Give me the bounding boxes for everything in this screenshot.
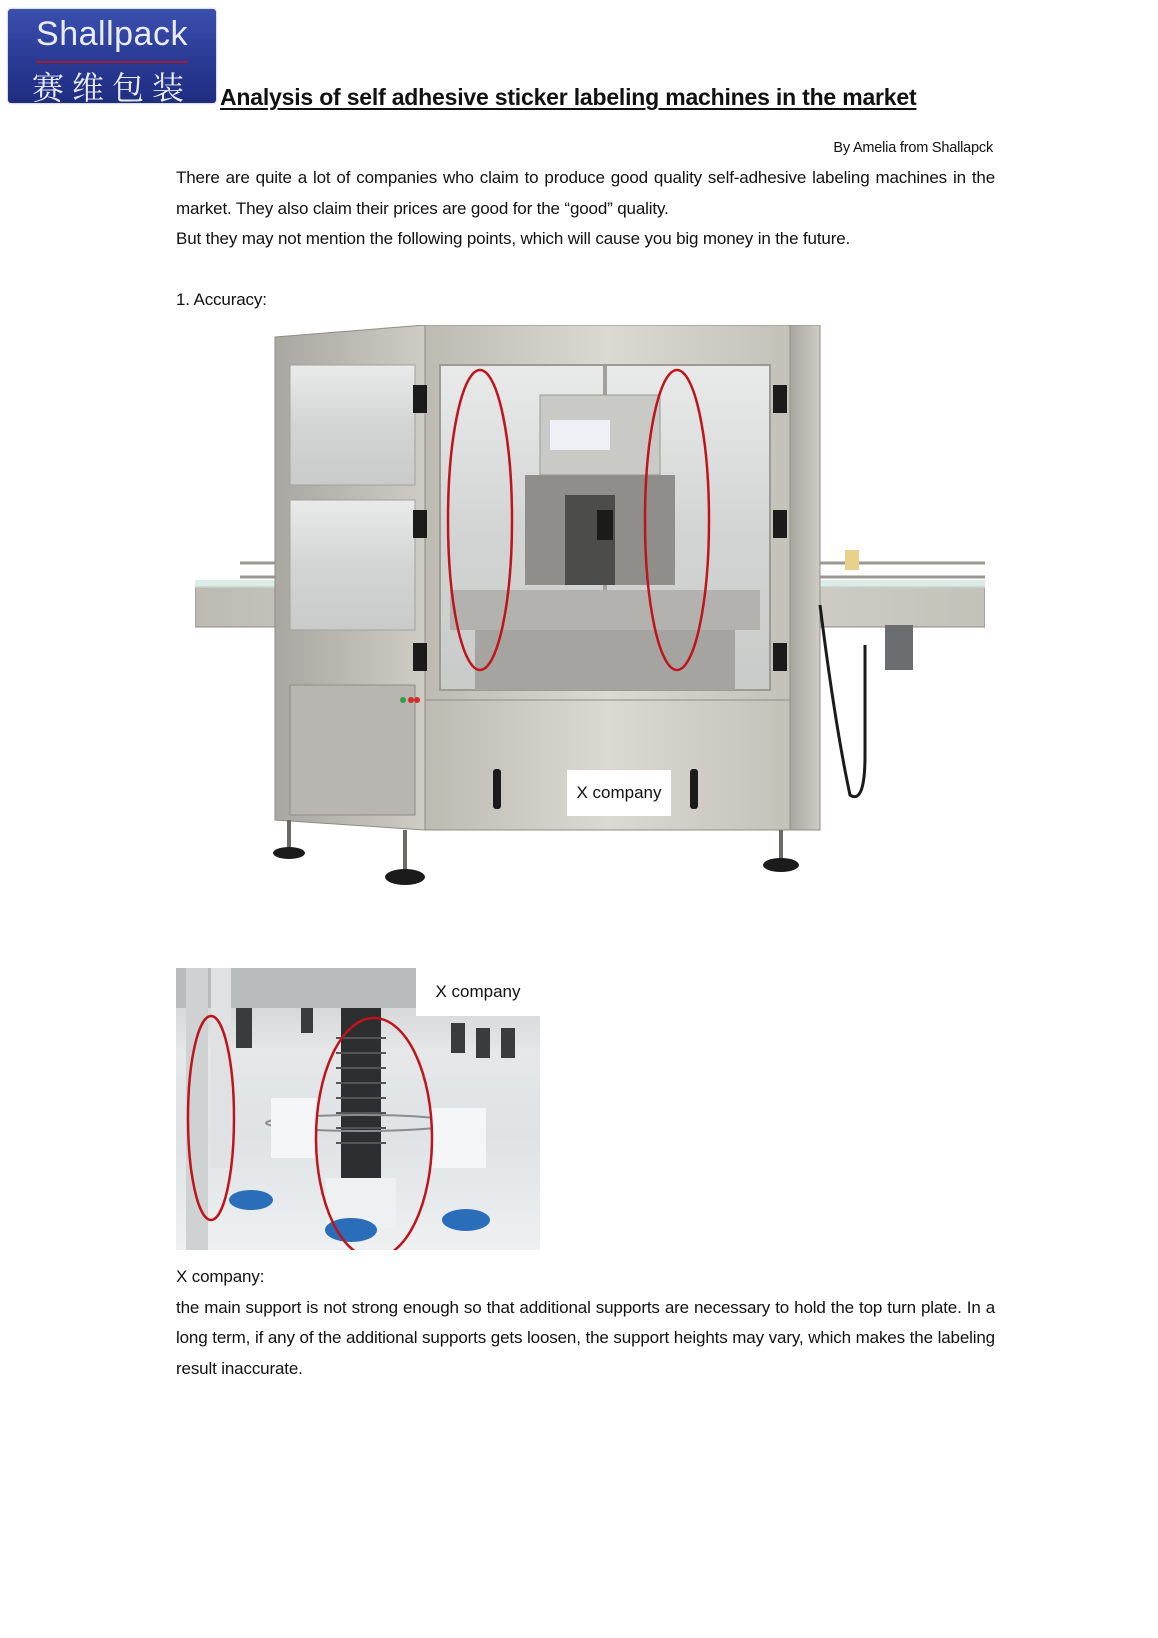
intro-line-2: But they may not mention the following points, which will cause you big money in the future. <box>176 229 851 248</box>
figure2-label: X company <box>416 968 540 1016</box>
figure-labeling-machine <box>195 325 985 925</box>
x-company-heading: X company: <box>176 1267 265 1286</box>
logo-brand-en: Shallpack <box>36 15 188 53</box>
x-company-text: the main support is not strong enough so that additional supports are necessary to hold the top turn plate. In a long term, if any of the additional supports gets loosen, the support heights may vary, which makes the labeling result inaccurate. <box>176 1297 995 1378</box>
section-heading: 1. Accuracy: <box>176 290 267 309</box>
company-logo <box>8 9 216 107</box>
x-company-section <box>176 1262 995 1384</box>
logo-brand-cn: 赛维包装 <box>31 69 192 107</box>
byline: By Amelia from Shallapck <box>833 140 993 156</box>
machine-illustration <box>195 325 985 925</box>
figure1-label: X company <box>567 770 671 816</box>
intro-paragraph <box>176 163 995 255</box>
figure-turret-closeup <box>176 968 540 1250</box>
intro-line-1: There are quite a lot of companies who claim to produce good quality self-adhesive labeling machines in the market. They also claim their prices are good for the “good” quality. <box>176 168 995 218</box>
document-title: Analysis of self adhesive sticker labeling machines in the market <box>220 84 917 110</box>
